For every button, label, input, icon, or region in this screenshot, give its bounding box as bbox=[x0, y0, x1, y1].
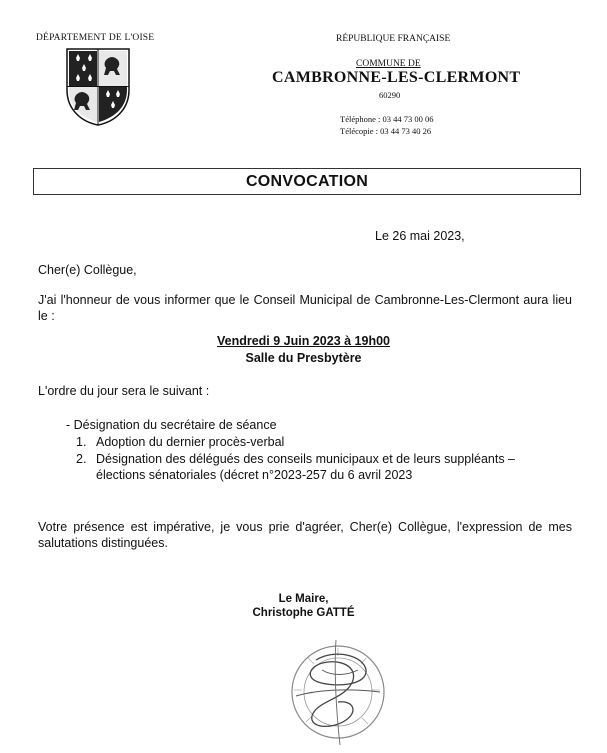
letter-date: Le 26 mai 2023, bbox=[375, 229, 465, 243]
postcode: 60290 bbox=[379, 90, 401, 100]
intro-paragraph: J'ai l'honneur de vous informer que le Conseil Municipal de Cambronne-Les-Clermont aura lieu le : bbox=[38, 293, 572, 323]
agenda-item-text: Désignation des délégués des conseils municipaux et de leurs suppléants – élections sénatoriales (décret n°2023-257 du 6 avril 2023 bbox=[96, 452, 516, 482]
signatory-title: Le Maire, bbox=[278, 593, 329, 605]
title-box bbox=[33, 168, 581, 195]
coat-of-arms-icon bbox=[66, 48, 130, 126]
agenda-item-secretary: - Désignation du secrétaire de séance bbox=[66, 418, 277, 432]
republic-label: RÉPUBLIQUE FRANÇAISE bbox=[336, 34, 451, 44]
signature-stamp-icon bbox=[276, 630, 396, 750]
agenda-item-number: 2. bbox=[76, 452, 87, 466]
meeting-date: Vendredi 9 Juin 2023 à 19h00 bbox=[216, 334, 390, 348]
closing-paragraph: Votre présence est impérative, je vous prie d'agréer, Cher(e) Collègue, l'expression de mes salutations distinguées. bbox=[38, 520, 572, 550]
agenda-item-number: 1. bbox=[76, 435, 87, 449]
agenda-item bbox=[76, 434, 285, 450]
department-label: DÉPARTEMENT DE L'OISE bbox=[36, 33, 155, 43]
fax-number: Télécopie : 03 44 73 40 26 bbox=[340, 126, 432, 136]
meeting-place: Salle du Presbytère bbox=[245, 351, 362, 365]
commune-name: CAMBRONNE-LES-CLERMONT bbox=[272, 69, 521, 86]
commune-label: COMMUNE DE bbox=[356, 59, 421, 69]
agenda-item bbox=[76, 451, 516, 482]
greeting: Cher(e) Collègue, bbox=[38, 263, 137, 277]
signatory-name: Christophe GATTÉ bbox=[252, 607, 355, 619]
agenda-intro: L'ordre du jour sera le suivant : bbox=[38, 384, 210, 398]
phone-number: Téléphone : 03 44 73 00 06 bbox=[340, 114, 434, 124]
agenda-item-text: Adoption du dernier procès-verbal bbox=[96, 435, 285, 449]
document-title: CONVOCATION bbox=[245, 172, 369, 190]
